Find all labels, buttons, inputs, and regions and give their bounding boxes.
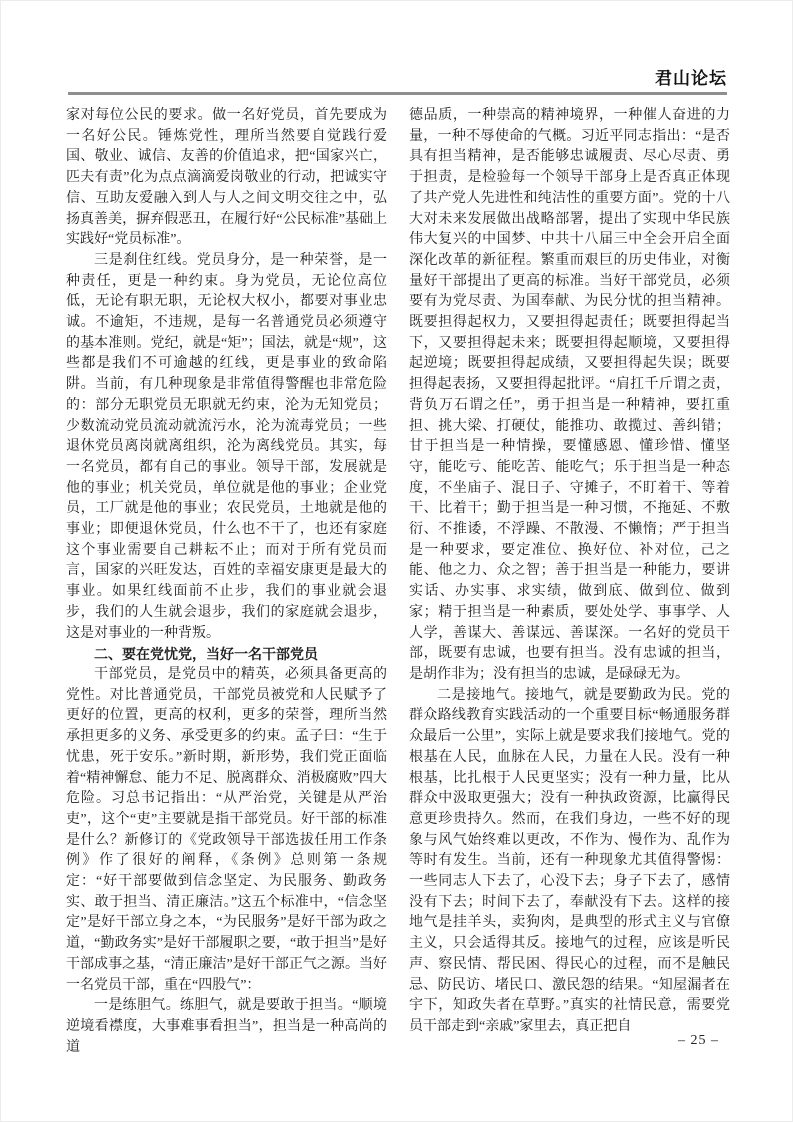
header-rule-divider (68, 92, 727, 95)
paragraph: 干部党员，是党员中的精英，必须具备更高的党性。对比普通党员，干部党员被党和人民赋予了更好的位置，更高的权利，更多的荣誉，理所当然承担更多的义务、承受更多的约束。孟子曰：“生于忧患，死于安乐。”新时期，新形势，我们党正面临着“精神懈怠、能力不足、脱离群众、消极腐败”四大危险。习总书记指出：“从严治党，关键是从严治吏”，这个“吏”主要就是指干部党员。好干部的标准是什么？新修订的《党政领导干部选拔任用工作条例》作了很好的阐释，《条例》总则第一条规定：“好干部要做到信念坚定、为民服务、勤政务实、敢于担当、清正廉洁。”这五个标准中，“信念坚定”是好干部立身之本，“为民服务”是好干部为政之道，“勤政务实”是好干部履职之要，“敢于担当”是好干部成事之基，“清正廉洁”是好干部正气之源。当好一名党员干部，重在“四股气”： (66, 666, 387, 993)
journal-header-title: 君山论坛 (655, 69, 727, 88)
page-number: – 25 – (678, 1033, 719, 1048)
paragraph: 德品质，一种崇高的精神境界，一种催人奋进的力量，一种不辱使命的气概。习近平同志指出：“是否具有担当精神，是否能够忠诚履责、尽心尽责、勇于担责，是检验每一个领导干部身上是否真正体现了共产党人先进性和纯洁性的重要方面”。党的十八大对未来发展做出战略部署，提出了实现中华民族伟大复兴的中国梦、中共十八届三中全会开启全面深化改革的新征程。繁重而艰巨的历史伟业，对衡量好干部提出了更高的标准。当好干部党员，必须要有为党尽责、为国奉献、为民分忧的担当精神。既要担得起权力，又要担得起责任；既要担得起当下，又要担得起未来；既要担得起顺境，又要担得起逆境；既要担得起成绩，又要担得起失误；既要担得起表扬，又要担得起批评。“肩扛千斤谓之责，背负万石谓之任”，勇于担当是一种精神，要扛重担、挑大梁、打硬仗，能推功、敢揽过、善纠错；甘于担当是一种情操，要懂感恩、懂珍惜、懂坚守，能吃亏、能吃苦、能吃气；乐于担当是一种态度，不坐庙子、混日子、守摊子，不盯着干、等着干、比着干；勤于担当是一种习惯，不拖延、不敷衍、不推诿，不浮躁、不散漫、不懒惰；严于担当是一种要求，要定准位、换好位、补对位，己之能、他之力、众之智；善于担当是一种能力，要讲实话、办实事、求实绩，做到底、做到位、做到家；精于担当是一种素质，要处处学、事事学、人人学，善谋大、善谋远、善谋深。一名好的党员干部，既要有忠诚，也要有担当。没有忠诚的担当，是胡作非为；没有担当的忠诚，是碌碌无为。 (409, 108, 730, 682)
section-heading: 二、要在党忧党，当好一名干部党员 (94, 646, 318, 663)
paragraph: 三是刹住红线。党员身分，是一种荣誉，是一种责任，更是一种约束。身为党员，无论位高位低，无论有职无职，无论权大权小，都要对事业忠诚。不逾矩，不违规，是每一名普通党员必须遵守的基本准则。党纪，就是“矩”；国法，就是“规”，这些都是我们不可逾越的红线，更是事业的致命陷阱。当前，有几种现象是非常值得警醒也非常危险的：部分无职党员无职就无约束，沦为无知党员；少数流动党员流动就流污水，沦为流毒党员；一些退休党员离岗就离组织，沦为离线党员。其实，每一名党员，都有自己的事业。领导干部，发展就是他的事业；机关党员，单位就是他的事业；企业党员，工厂就是他的事业；农民党员，土地就是他的事业；即便退休党员，什么也不干了，也还有家庭这个事业需要自己耕耘不止；而对于所有党员而言，国家的兴旺发达，百姓的幸福安康更是最大的事业。如果红线面前不止步，我们的事业就会退步，我们的人生就会退步，我们的家庭就会退步，这是对事业的一种背叛。 (66, 252, 387, 641)
paragraph: 一是练胆气。练胆气，就是要敢于担当。“顺境逆境看襟度，大事难事看担当”，担当是一种高尚的道 (66, 998, 387, 1055)
right-column (409, 106, 730, 1058)
left-column (66, 106, 387, 1058)
article-body (66, 106, 730, 1058)
paragraph: 家对每位公民的要求。做一名好党员，首先要成为一名好公民。锤炼党性，理所当然要自觉践行爱国、敬业、诚信、友善的价值追求，把“国家兴亡，匹夫有责”化为点点滴滴爱岗敬业的行动，把诚实守信、互助友爱融入到人与人之间文明交往之中，弘扬真善美，摒弃假恶丑，在履行好“公民标准”基础上实践好“党员标准”。 (66, 108, 387, 248)
paragraph: 二是接地气。接地气，就是要勤政为民。党的群众路线教育实践活动的一个重要目标“畅通服务群众最后一公里”，实际上就是要求我们接地气。党的根基在人民，血脉在人民，力量在人民。没有一种根基，比扎根于人民更坚实；没有一种力量，比从群众中汲取更强大；没有一种执政资源，比赢得民意更珍贵持久。然而，在我们身边，一些不好的现象与风气始终难以更改，不作为、慢作为、乱作为等时有发生。当前，还有一种现象尤其值得警惕：一些同志人下去了，心没下去；身子下去了，感情没有下去；时间下去了，奉献没有下去。这样的接地气是挂羊头，卖狗肉，是典型的形式主义与官僚主义，只会适得其反。接地气的过程，应该是听民声、察民情、帮民困、得民心的过程，而不是触民忌、防民访、堵民口、激民怨的结果。“知屋漏者在宇下，知政失者在草野。”真实的社情民意，需要党员干部走到“亲戚”家里去，真正把自 (409, 687, 730, 1034)
